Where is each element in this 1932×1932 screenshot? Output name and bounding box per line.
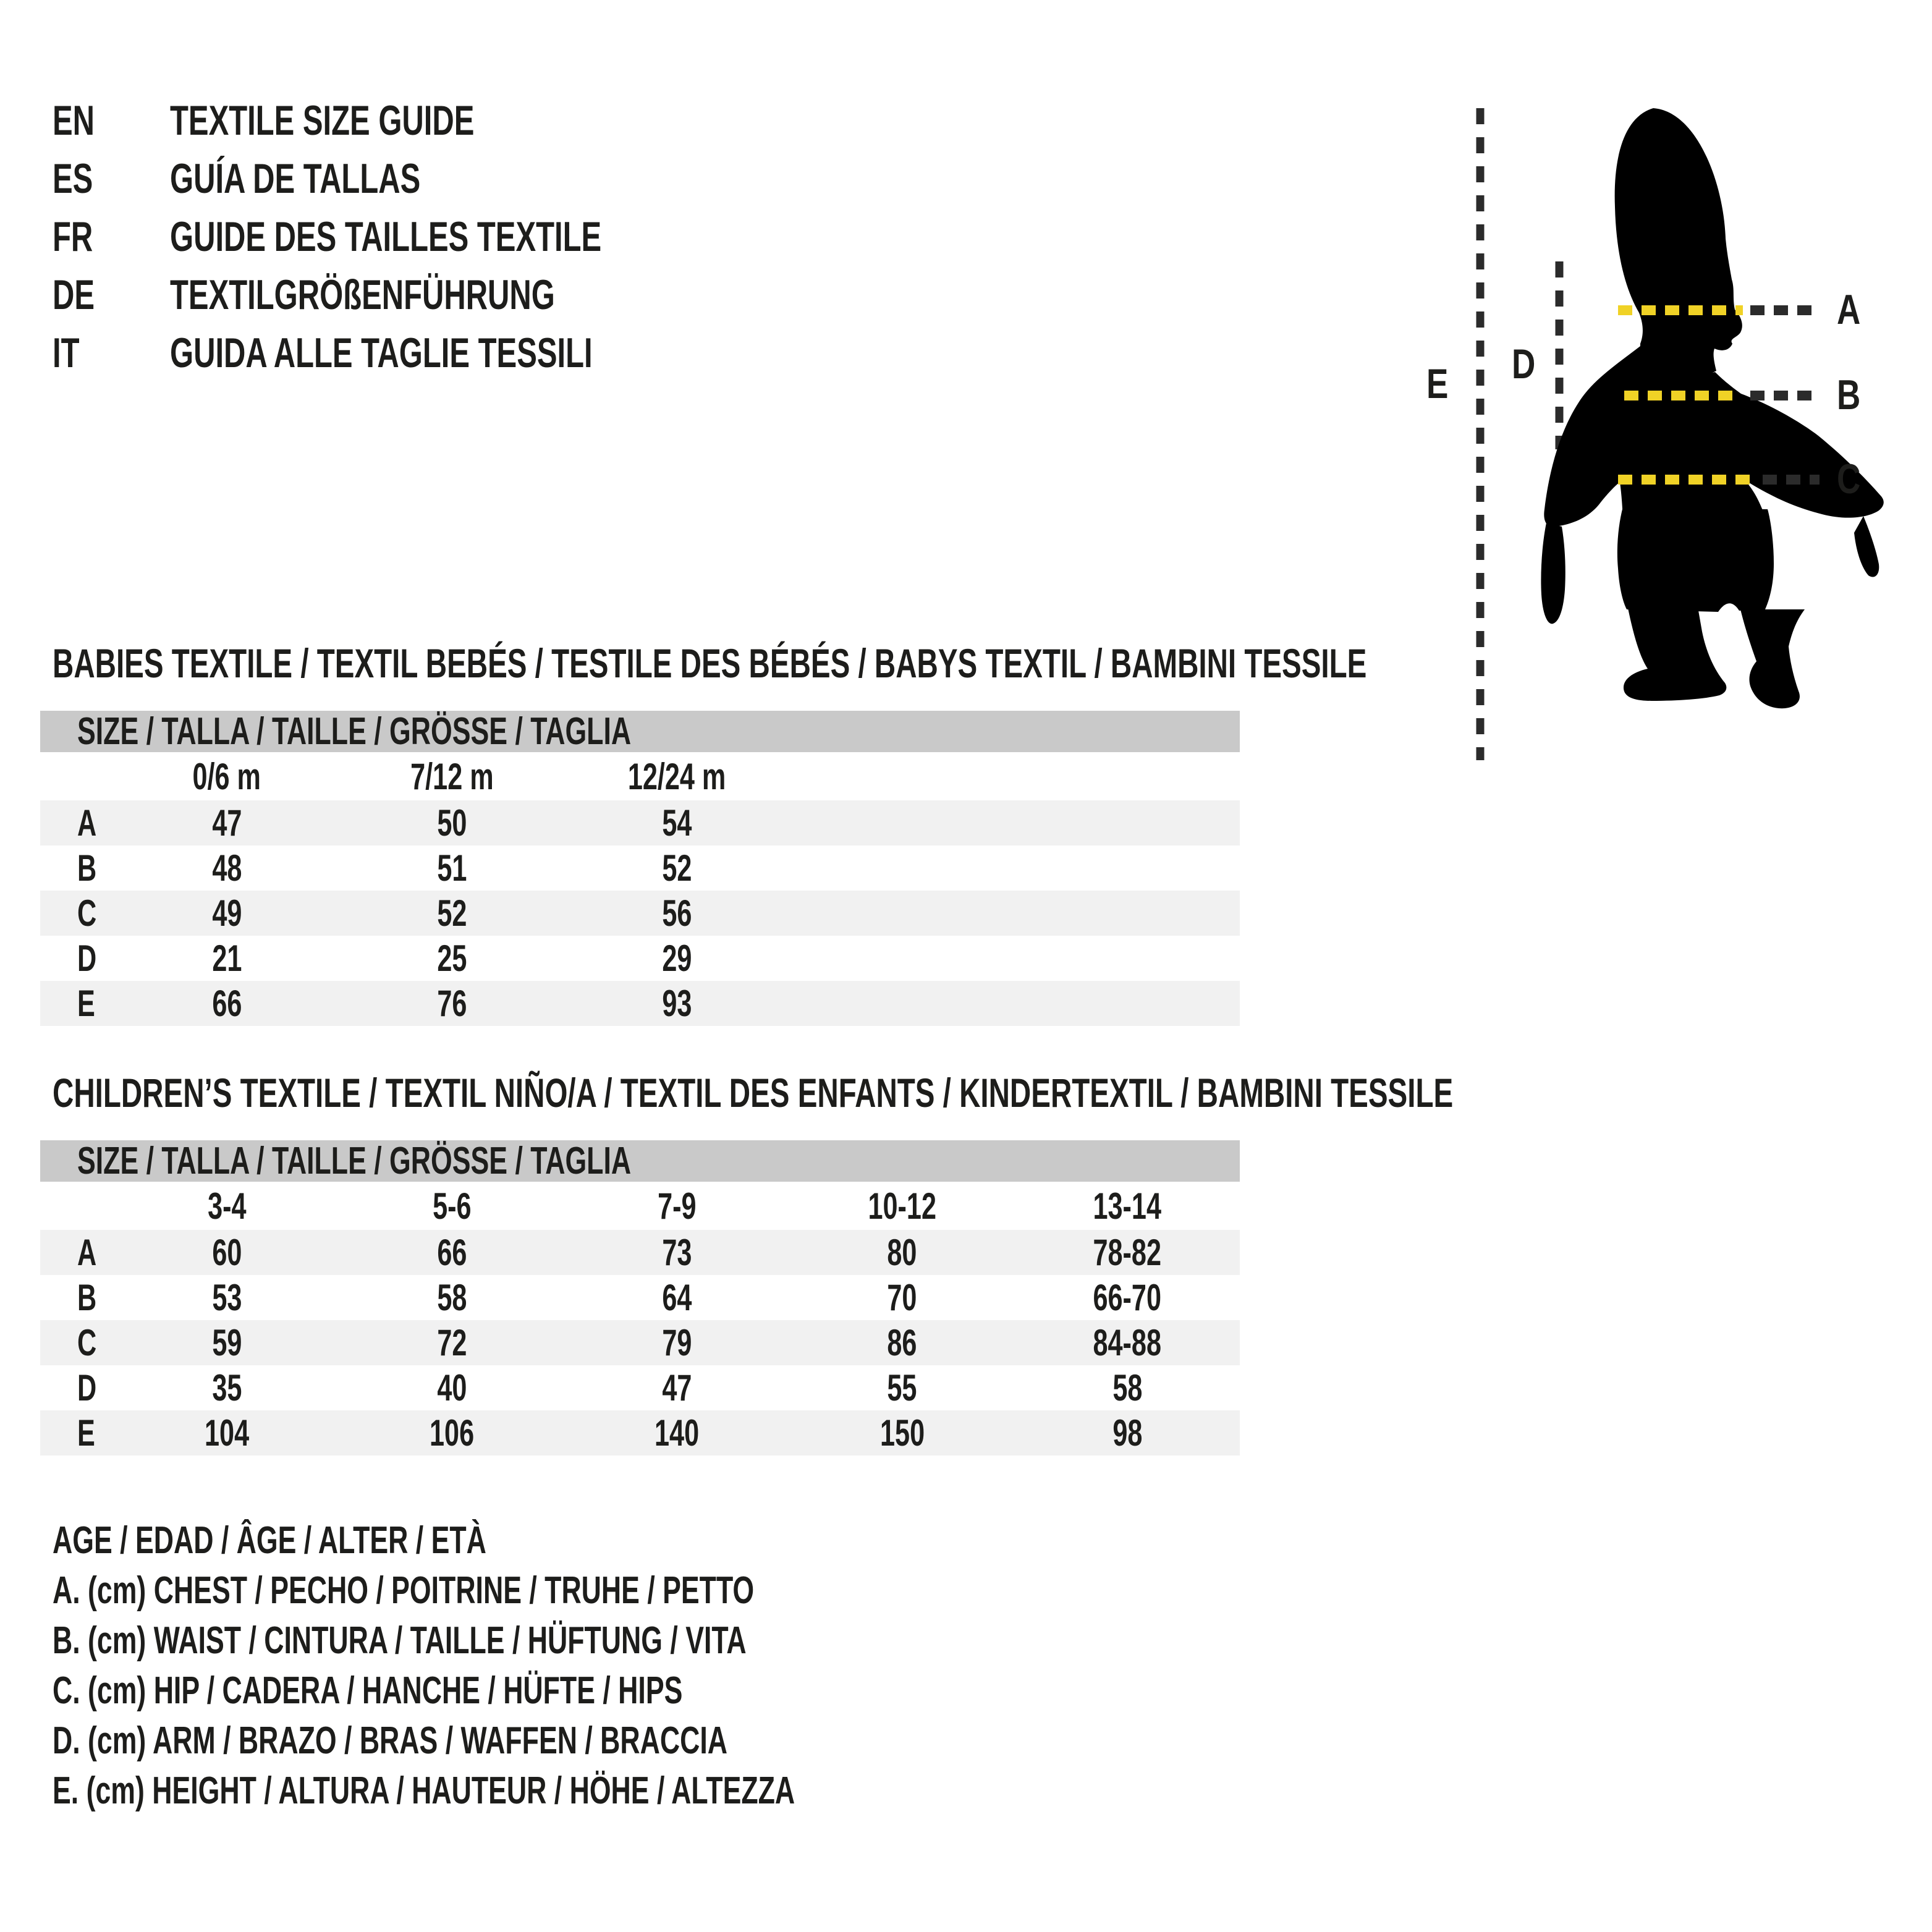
value-cell: 98 [1112, 1412, 1142, 1454]
silhouette-left-arm [1541, 523, 1565, 624]
value-cell: 60 [212, 1232, 242, 1273]
children-section-title: CHILDREN’S TEXTILE / TEXTIL NIÑO/A / TEXTIL DES ENFANTS / KINDERTEXTIL / BAMBINI TESSILE [53, 1070, 1454, 1116]
children-table-body [40, 1182, 1240, 1455]
row-label-cell: B [77, 1277, 97, 1318]
value-cell: 52 [437, 892, 467, 934]
value-cell: 58 [437, 1277, 467, 1318]
legend-line: AGE / EDAD / ÂGE / ALTER / ETÀ [53, 1519, 486, 1562]
row-label-cell [40, 1182, 114, 1230]
column-header-row [40, 752, 1240, 800]
table-header-bar: SIZE / TALLA / TAILLE / GRÖSSE / TAGLIA [40, 1140, 1240, 1182]
row-label-cell: C [77, 1322, 97, 1363]
label-a: A [1837, 286, 1861, 333]
value-cell: 56 [662, 892, 692, 934]
value-cell: 150 [879, 1412, 925, 1454]
value-cell: 35 [212, 1367, 242, 1409]
lang-title: GUIDA ALLE TAGLIE TESSILI [170, 329, 593, 376]
babies-size-table [40, 711, 1240, 1026]
value-cell: 93 [662, 983, 692, 1024]
value-cell: 66 [437, 1232, 467, 1273]
value-cell [1015, 891, 1240, 936]
value-cell: 55 [887, 1367, 917, 1409]
table-row [40, 981, 1240, 1026]
row-label-cell: B [77, 847, 97, 889]
value-cell: 80 [887, 1232, 917, 1273]
value-cell [790, 800, 1015, 845]
table-row [40, 936, 1240, 981]
lang-code: IT [53, 329, 80, 376]
silhouette-left-leg [1624, 608, 1726, 701]
value-cell: 48 [212, 847, 242, 889]
row-label-cell: E [77, 1412, 95, 1454]
silhouette-right-hand [1854, 516, 1879, 577]
row-label-cell: E [77, 983, 95, 1024]
table-row [40, 1410, 1240, 1455]
children-size-table [40, 1140, 1240, 1455]
value-cell: 49 [212, 892, 242, 934]
value-cell: 47 [662, 1367, 692, 1409]
legend-line: B. (cm) WAIST / CINTURA / TAILLE / HÜFTUNG / VITA [53, 1619, 747, 1662]
value-cell: 7/12 m [410, 755, 494, 797]
value-cell: 13-14 [1093, 1185, 1162, 1227]
lang-code: EN [53, 97, 95, 144]
value-cell: 106 [430, 1412, 475, 1454]
lang-code: FR [53, 213, 93, 260]
value-cell [790, 936, 1015, 981]
value-cell [790, 752, 1015, 800]
value-cell: 66 [212, 983, 242, 1024]
label-b: B [1837, 371, 1861, 418]
table-row [40, 845, 1240, 891]
value-cell: 64 [662, 1277, 692, 1318]
value-cell: 5-6 [433, 1185, 472, 1227]
legend-line: D. (cm) ARM / BRAZO / BRAS / WAFFEN / BRACCIA [53, 1719, 728, 1762]
value-cell [790, 981, 1015, 1026]
value-cell [1015, 800, 1240, 845]
lang-title: GUIDE DES TAILLES TEXTILE [170, 213, 602, 260]
value-cell [1015, 936, 1240, 981]
value-cell: 84-88 [1093, 1322, 1162, 1363]
value-cell: 12/24 m [628, 755, 726, 797]
value-cell [1015, 981, 1240, 1026]
legend-line: A. (cm) CHEST / PECHO / POITRINE / TRUHE / PETTO [53, 1569, 755, 1612]
value-cell: 3-4 [207, 1185, 247, 1227]
table-row [40, 891, 1240, 936]
value-cell: 51 [437, 847, 467, 889]
table-header-bar: SIZE / TALLA / TAILLE / GRÖSSE / TAGLIA [40, 711, 1240, 752]
value-cell: 140 [655, 1412, 700, 1454]
value-cell: 47 [212, 802, 242, 844]
value-cell: 72 [437, 1322, 467, 1363]
row-label-cell: A [77, 1232, 97, 1273]
value-cell: 53 [212, 1277, 242, 1318]
value-cell: 66-70 [1093, 1277, 1162, 1318]
value-cell: 79 [662, 1322, 692, 1363]
lang-code: ES [53, 155, 93, 202]
table-row [40, 1365, 1240, 1410]
lang-title: GUÍA DE TALLAS [170, 155, 421, 202]
value-cell [790, 845, 1015, 891]
babies-table-body [40, 752, 1240, 1026]
child-silhouette [1541, 108, 1883, 708]
value-cell [1015, 845, 1240, 891]
value-cell: 70 [887, 1277, 917, 1318]
label-d: D [1512, 340, 1536, 388]
value-cell: 54 [662, 802, 692, 844]
measurement-legend [53, 1515, 1083, 1816]
row-label-cell: D [77, 1367, 97, 1409]
lang-title: TEXTILE SIZE GUIDE [170, 97, 475, 144]
silhouette-head [1615, 108, 1742, 378]
table-row [40, 1230, 1240, 1275]
value-cell: 52 [662, 847, 692, 889]
silhouette-right-leg [1740, 609, 1805, 708]
value-cell: 40 [437, 1367, 467, 1409]
row-label-cell: C [77, 892, 97, 934]
value-cell: 0/6 m [192, 755, 261, 797]
row-label-cell [40, 752, 114, 800]
label-c: C [1837, 455, 1861, 502]
value-cell: 29 [662, 938, 692, 979]
table-row [40, 800, 1240, 845]
value-cell [1015, 752, 1240, 800]
row-label-cell: A [77, 802, 97, 844]
value-cell: 76 [437, 983, 467, 1024]
silhouette-shirt [1544, 346, 1883, 527]
table-row [40, 1275, 1240, 1320]
language-header [53, 91, 769, 382]
value-cell: 86 [887, 1322, 917, 1363]
value-cell: 21 [212, 938, 242, 979]
lang-code: DE [53, 271, 95, 318]
legend-line: E. (cm) HEIGHT / ALTURA / HAUTEUR / HÖHE / ALTEZZA [53, 1769, 795, 1812]
value-cell: 59 [212, 1322, 242, 1363]
row-label-cell: D [77, 938, 97, 979]
child-silhouette-diagram [1409, 74, 1932, 791]
lang-title: TEXTILGRÖßENFÜHRUNG [170, 271, 555, 318]
value-cell: 58 [1112, 1367, 1142, 1409]
legend-line: C. (cm) HIP / CADERA / HANCHE / HÜFTE / HIPS [53, 1669, 683, 1712]
label-e: E [1426, 360, 1449, 407]
value-cell: 104 [205, 1412, 250, 1454]
silhouette-shorts [1617, 507, 1774, 612]
value-cell: 10-12 [868, 1185, 936, 1227]
value-cell: 25 [437, 938, 467, 979]
babies-section-title: BABIES TEXTILE / TEXTIL BEBÉS / TESTILE DES BÉBÉS / BABYS TEXTIL / BAMBINI TESSILE [53, 640, 1367, 686]
value-cell: 50 [437, 802, 467, 844]
value-cell: 7-9 [658, 1185, 697, 1227]
column-header-row [40, 1182, 1240, 1230]
child-measurement-figure [1409, 74, 1932, 791]
value-cell [790, 891, 1015, 936]
value-cell: 78-82 [1093, 1232, 1162, 1273]
value-cell: 73 [662, 1232, 692, 1273]
table-row [40, 1320, 1240, 1365]
